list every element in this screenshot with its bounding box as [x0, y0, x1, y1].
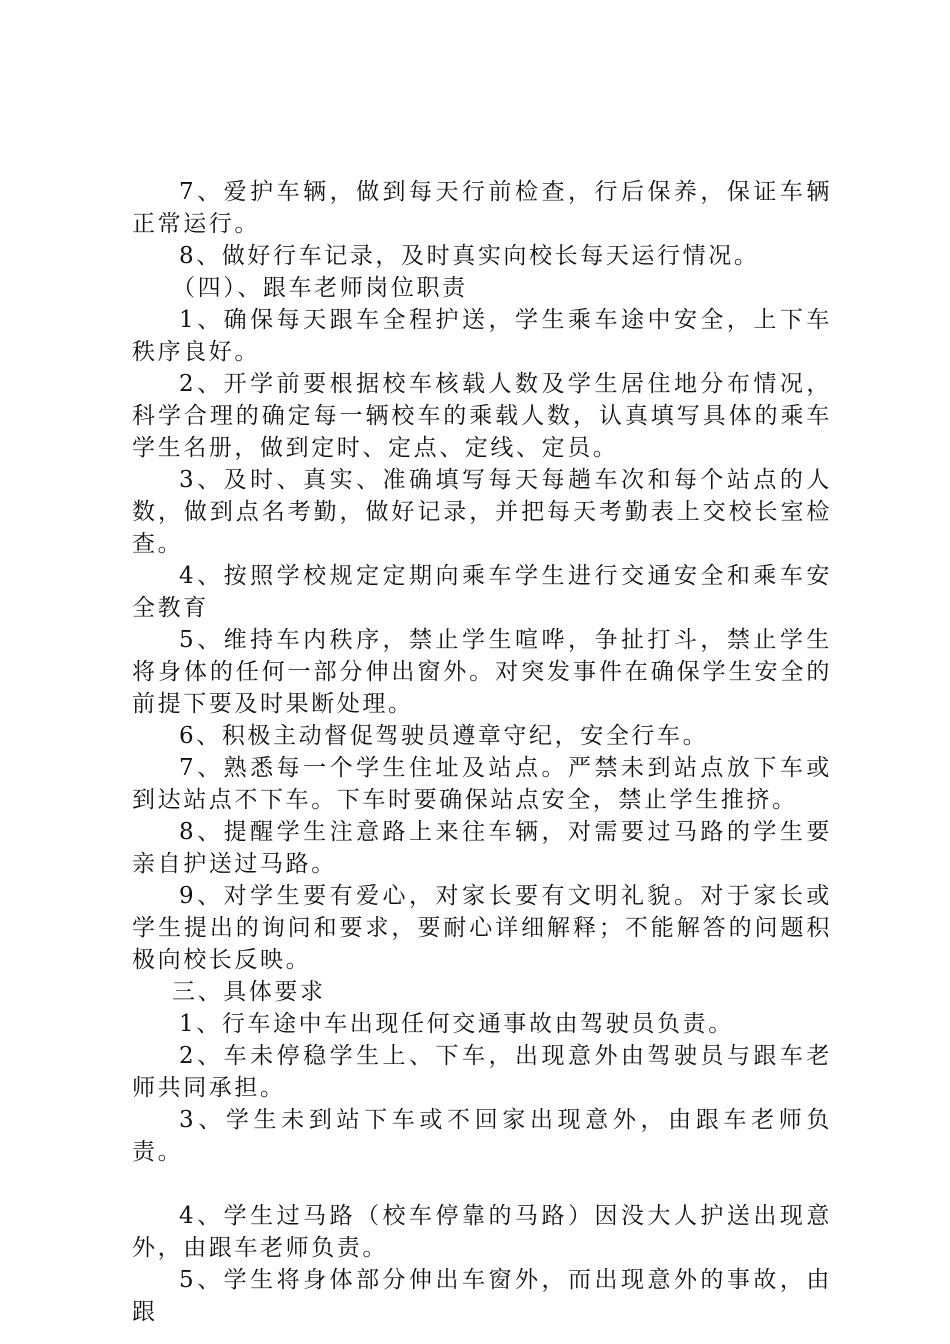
paragraph: 8、提醒学生注意路上来往车辆，对需要过马路的学生要亲自护送过马路。: [132, 819, 832, 877]
paragraph: 7、爱护车辆，做到每天行前检查，行后保养，保证车辆正常运行。: [132, 179, 832, 237]
paragraph: 2、车未停稳学生上、下车，出现意外由驾驶员与跟车老师共同承担。: [132, 1043, 832, 1101]
paragraph: 7、熟悉每一个学生住址及站点。严禁未到站点放下车或到达站点不下车。下车时要确保站点安全，禁止学生推挤。: [132, 755, 832, 813]
paragraph: 4、学生过马路（校车停靠的马路）因没大人护送出现意外，由跟车老师负责。: [132, 1203, 832, 1261]
paragraph: 3、及时、真实、准确填写每天每趟车次和每个站点的人数，做到点名考勤，做好记录，并把每天考勤表上交校长室检查。: [132, 467, 832, 557]
paragraph: 1、行车途中车出现任何交通事故由驾驶员负责。: [179, 1011, 734, 1037]
paragraph: 8、做好行车记录，及时真实向校长每天运行情况。: [179, 243, 760, 269]
paragraph: 6、积极主动督促驾驶员遵章守纪，安全行车。: [179, 723, 709, 749]
paragraph: 3、学生未到站下车或不回家出现意外，由跟车老师负责。: [132, 1107, 832, 1165]
section-heading: （四）、跟车老师岗位职责: [172, 275, 468, 301]
paragraph: 2、开学前要根据校车核载人数及学生居住地分布情况，科学合理的确定每一辆校车的乘载人数，认真填写具体的乘车学生名册，做到定时、定点、定线、定员。: [132, 371, 832, 461]
blank-line: [132, 1168, 832, 1200]
document-body: [132, 176, 832, 1328]
paragraph: 4、按照学校规定定期向乘车学生进行交通安全和乘车安全教育: [132, 563, 832, 621]
paragraph: 5、学生将身体部分伸出车窗外，而出现意外的事故，由跟: [132, 1267, 832, 1325]
paragraph: 9、对学生要有爱心，对家长要有文明礼貌。对于家长或学生提出的询问和要求，要耐心详细解释；不能解答的问题积极向校长反映。: [132, 883, 832, 973]
paragraph: 5、维持车内秩序，禁止学生喧哗，争扯打斗，禁止学生将身体的任何一部分伸出窗外。对突发事件在确保学生安全的前提下要及时果断处理。: [132, 627, 832, 717]
section-heading: 三、具体要求: [172, 979, 326, 1005]
paragraph: 1、确保每天跟车全程护送，学生乘车途中安全，上下车秩序良好。: [132, 307, 832, 365]
